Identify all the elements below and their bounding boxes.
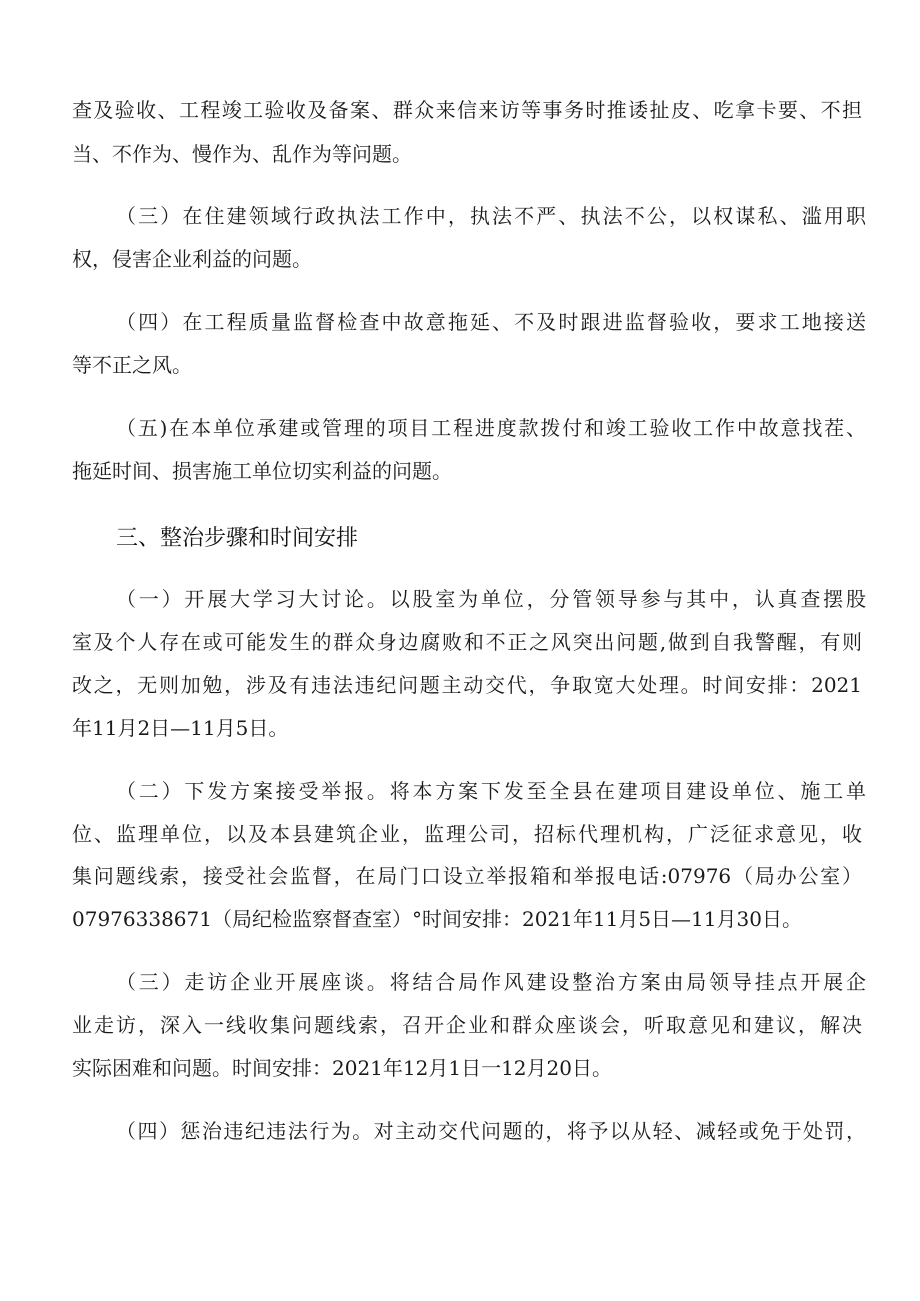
paragraph-line: 位、监理单位，以及本县建筑企业，监理公司，招标代理机构，广泛征求意见，收 <box>72 822 862 846</box>
paragraph-line: 查及验收、工程竣工验收及备案、群众来信来访等事务时推诿扯皮、吃拿卡要、不担 <box>72 98 862 122</box>
paragraph-line: （三）走访企业开展座谈。将结合局作风建设整治方案由局领导挂点开展企 <box>116 970 866 994</box>
paragraph-line: 07976338671（局纪检监察督查室）°时间安排：2021年11月5日—11月30日。 <box>72 907 802 931</box>
paragraph-line: 当、不作为、慢作为、乱作为等问题。 <box>72 142 412 166</box>
paragraph-line: 年11月2日—11月5日。 <box>72 716 289 740</box>
paragraph-line: （五)在本单位承建或管理的项目工程进度款拨付和竣工验收工作中故意找茬、 <box>116 416 866 440</box>
paragraph-line: （四）在工程质量监督检查中故意拖延、不及时跟进监督验收，要求工地接送 <box>116 310 866 334</box>
paragraph-line: 等不正之风。 <box>72 353 192 377</box>
paragraph-line: 拖延时间、损害施工单位切实利益的问题。 <box>72 459 452 483</box>
paragraph-line: 业走访，深入一线收集问题线索，召开企业和群众座谈会，听取意见和建议，解决 <box>72 1013 862 1037</box>
paragraph-line: （一）开展大学习大讨论。以股室为单位，分管领导参与其中，认真查摆股 <box>116 587 866 611</box>
paragraph-line: 权，侵害企业利益的问题。 <box>72 247 312 271</box>
paragraph-line: （三）在住建领域行政执法工作中，执法不严、执法不公，以权谋私、滥用职 <box>116 204 866 228</box>
paragraph-line: 集问题线索，接受社会监督，在局门口设立举报箱和举报电话:07976（局办公室） <box>72 864 862 888</box>
paragraph-line: 实际困难和问题。时间安排：2021年12月1日一12月20日。 <box>72 1056 612 1080</box>
paragraph-line: 室及个人存在或可能发生的群众身边腐败和不正之风突出问题,做到自我警醒，有则 <box>72 630 862 654</box>
paragraph-line: 改之，无则加勉，涉及有违法违纪问题主动交代，争取宽大处理。时间安排：2021 <box>72 673 862 697</box>
section-heading: 三、整治步骤和时间安排 <box>116 526 359 551</box>
paragraph-line: （二）下发方案接受举报。将本方案下发至全县在建项目建设单位、施工单 <box>116 779 866 803</box>
paragraph-line: （四）惩治违纪违法行为。对主动交代问题的，将予以从轻、减轻或免于处罚， <box>116 1119 866 1143</box>
